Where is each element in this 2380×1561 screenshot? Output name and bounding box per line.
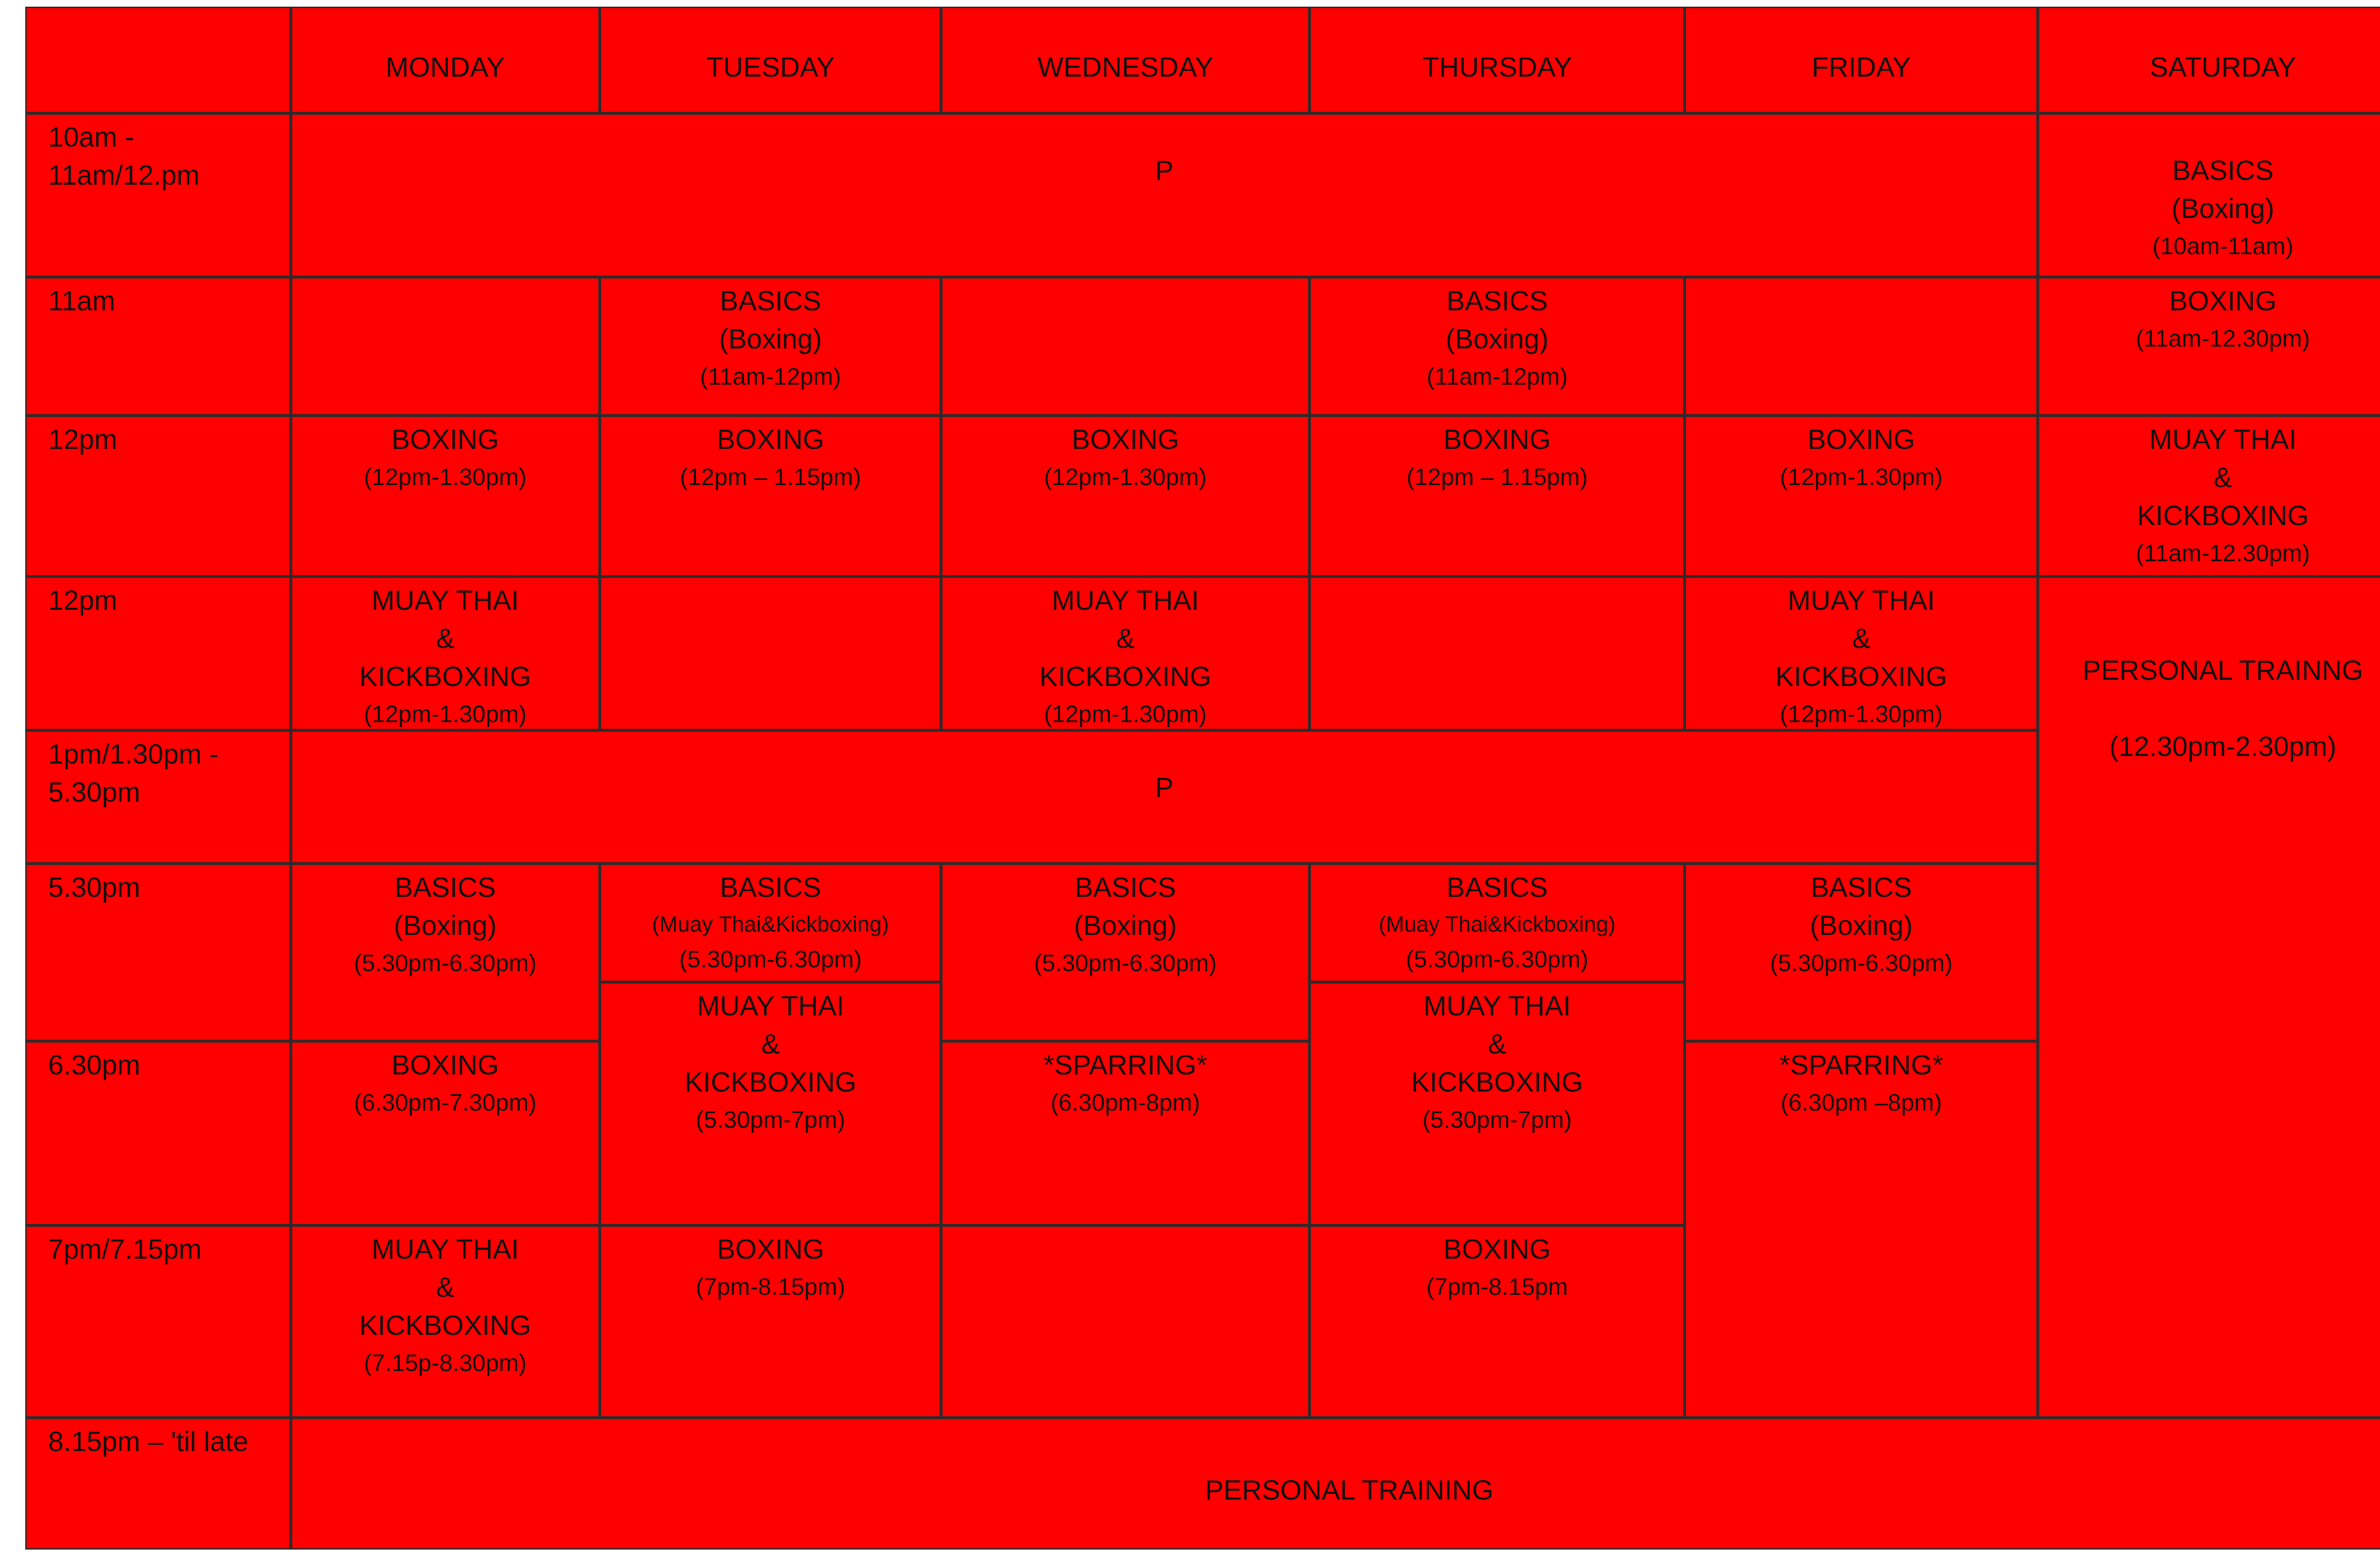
tuesday-basics-boxing-line-1: BASICS: [720, 286, 822, 317]
monday-muay-thai-715-line-2: &: [436, 1272, 455, 1303]
thursday-basics-muay-thai-line-1: BASICS: [1446, 872, 1548, 904]
monday-boxing-630-line-2: (6.30pm-7.30pm): [354, 1089, 537, 1116]
saturday-basics-boxing-line-3: (10am-11am): [2152, 232, 2294, 259]
thursday-basics-boxing-line-1: BASICS: [1446, 286, 1548, 317]
header-thursday: [1309, 7, 1685, 113]
time-row-4: [25, 577, 290, 730]
personal-training-morning-line-1: P: [1155, 155, 1174, 186]
thursday-muay-thai-530-line-3: KICKBOXING: [1411, 1066, 1583, 1098]
time-label: 10am -: [48, 121, 134, 153]
header-saturday-label: SATURDAY: [2150, 52, 2296, 83]
monday-muay-thai-12-line-4: (12pm-1.30pm): [364, 700, 527, 727]
friday-boxing-12: [1685, 416, 2038, 576]
time-row-9: [25, 1418, 290, 1550]
time-label: 8.15pm – 'til late: [48, 1426, 248, 1458]
friday-sparring-630-line-1: *SPARRING*: [1779, 1049, 1944, 1081]
thursday-basics-boxing: [1309, 277, 1685, 416]
monday-empty-11: [291, 277, 600, 416]
wednesday-sparring-630-line-2: (6.30pm-8pm): [1051, 1089, 1200, 1116]
friday-muay-thai-12-line-1: MUAY THAI: [1787, 585, 1935, 616]
friday-sparring-630-line-2: (6.30pm –8pm): [1780, 1089, 1942, 1116]
header-friday-label: FRIDAY: [1812, 52, 1911, 83]
saturday-personal-training: [2038, 577, 2380, 1418]
tuesday-empty-12: [600, 577, 941, 730]
time-label: 1pm/1.30pm -: [48, 738, 219, 770]
time-row-3: [25, 416, 290, 576]
thursday-boxing-7-line-2: (7pm-8.15pm: [1426, 1273, 1568, 1300]
monday-basics-530-line-1: BASICS: [395, 872, 496, 904]
time-label: 6.30pm: [48, 1049, 140, 1081]
friday-muay-thai-12-line-4: (12pm-1.30pm): [1780, 700, 1943, 727]
wednesday-empty-7: [941, 1225, 1309, 1418]
tuesday-boxing-12: [600, 416, 941, 576]
wednesday-empty-11: [941, 277, 1309, 416]
time-label: 12pm: [48, 424, 118, 456]
wednesday-boxing-12-line-2: (12pm-1.30pm): [1044, 464, 1207, 491]
wednesday-muay-thai-12-line-1: MUAY THAI: [1051, 585, 1199, 616]
friday-sparring-630: [1685, 1041, 2038, 1418]
monday-boxing-12: [291, 416, 600, 576]
saturday-basics-boxing-line-2: (Boxing): [2172, 193, 2274, 224]
time-label: 11am/12.pm: [48, 159, 200, 191]
thursday-basics-boxing-line-3: (11am-12pm): [1427, 363, 1568, 390]
friday-basics-530: [1685, 864, 2038, 1041]
saturday-personal-training-line-2: (12.30pm-2.30pm): [2109, 731, 2337, 762]
personal-training-late: [291, 1418, 2380, 1550]
monday-basics-530: [291, 864, 600, 1041]
header-wednesday: [941, 7, 1309, 113]
tuesday-boxing-12-line-2: (12pm – 1.15pm): [680, 464, 862, 491]
wednesday-basics-530: [941, 864, 1309, 1041]
friday-muay-thai-12-line-2: &: [1852, 623, 1871, 654]
friday-muay-thai-12: [1685, 577, 2038, 730]
header-tuesday: [600, 7, 941, 113]
saturday-muay-thai-line-1: MUAY THAI: [2149, 424, 2297, 456]
tuesday-basics-boxing-line-2: (Boxing): [719, 324, 822, 355]
wednesday-muay-thai-12-line-3: KICKBOXING: [1039, 661, 1211, 692]
monday-muay-thai-715: [291, 1225, 600, 1418]
personal-training-afternoon: [291, 730, 2038, 864]
monday-muay-thai-12-line-2: &: [436, 623, 455, 654]
friday-empty-11: [1685, 277, 2038, 416]
thursday-boxing-7-line-1: BOXING: [1443, 1233, 1551, 1265]
thursday-muay-thai-530-line-4: (5.30pm-7pm): [1422, 1106, 1572, 1133]
wednesday-basics-530-line-2: (Boxing): [1074, 910, 1177, 942]
header-monday: [291, 7, 600, 113]
personal-training-morning: [291, 113, 2038, 277]
wednesday-muay-thai-12-line-2: &: [1116, 623, 1135, 654]
time-label: 12pm: [48, 585, 118, 616]
thursday-boxing-12-line-1: BOXING: [1443, 424, 1551, 456]
thursday-basics-muay-thai-line-3: (5.30pm-6.30pm): [1406, 946, 1589, 973]
monday-boxing-12-line-2: (12pm-1.30pm): [364, 464, 527, 491]
thursday-muay-thai-530-line-2: &: [1488, 1028, 1507, 1060]
friday-boxing-12-line-2: (12pm-1.30pm): [1780, 464, 1943, 491]
header-monday-label: MONDAY: [386, 52, 505, 83]
thursday-boxing-7: [1309, 1225, 1685, 1418]
monday-muay-thai-715-line-4: (7.15p-8.30pm): [364, 1349, 527, 1376]
monday-boxing-630-line-1: BOXING: [391, 1049, 499, 1081]
tuesday-basics-muay-thai-line-1: BASICS: [720, 872, 822, 904]
friday-muay-thai-12-line-3: KICKBOXING: [1775, 661, 1947, 692]
header-corner: [25, 7, 290, 113]
wednesday-boxing-12: [941, 416, 1309, 576]
wednesday-sparring-630-line-1: *SPARRING*: [1043, 1049, 1208, 1081]
thursday-boxing-12-line-2: (12pm – 1.15pm): [1406, 464, 1588, 491]
monday-basics-530-line-2: (Boxing): [394, 910, 497, 942]
monday-muay-thai-12-line-1: MUAY THAI: [371, 585, 519, 616]
wednesday-boxing-12-line-1: BOXING: [1071, 424, 1180, 456]
time-row-7: [25, 1041, 290, 1225]
wednesday-muay-thai-12-line-4: (12pm-1.30pm): [1044, 700, 1207, 727]
saturday-muay-thai: [2038, 416, 2380, 576]
tuesday-boxing-7: [600, 1225, 941, 1418]
tuesday-muay-thai-530: [600, 982, 941, 1225]
header-thursday-label: THURSDAY: [1422, 52, 1572, 83]
header-saturday: [2038, 7, 2380, 113]
thursday-basics-boxing-line-2: (Boxing): [1446, 324, 1549, 355]
saturday-basics-boxing: [2038, 113, 2380, 277]
wednesday-sparring-630: [941, 1041, 1309, 1225]
time-row-6: [25, 864, 290, 1041]
monday-muay-thai-715-line-3: KICKBOXING: [359, 1310, 531, 1341]
tuesday-basics-muay-thai-line-3: (5.30pm-6.30pm): [679, 946, 862, 973]
time-row-5: [25, 730, 290, 864]
saturday-basics-boxing-line-1: BASICS: [2172, 155, 2274, 186]
monday-boxing-630: [291, 1041, 600, 1225]
wednesday-muay-thai-12: [941, 577, 1309, 730]
tuesday-boxing-12-line-1: BOXING: [716, 424, 824, 456]
saturday-muay-thai-line-3: KICKBOXING: [2137, 500, 2309, 532]
time-label: 7pm/7.15pm: [48, 1233, 202, 1265]
saturday-boxing-line-2: (11am-12.30pm): [2136, 325, 2310, 352]
saturday-personal-training-line-1: PERSONAL TRAINNG: [2082, 655, 2363, 686]
friday-basics-530-line-1: BASICS: [1810, 872, 1912, 904]
tuesday-boxing-7-line-1: BOXING: [716, 1233, 824, 1265]
wednesday-basics-530-line-3: (5.30pm-6.30pm): [1034, 950, 1217, 977]
saturday-boxing-line-1: BOXING: [2169, 286, 2277, 317]
monday-muay-thai-12: [291, 577, 600, 730]
monday-muay-thai-715-line-1: MUAY THAI: [371, 1233, 519, 1265]
time-row-1: [25, 113, 290, 277]
friday-basics-530-line-3: (5.30pm-6.30pm): [1770, 950, 1953, 977]
thursday-boxing-12: [1309, 416, 1685, 576]
thursday-muay-thai-530-line-1: MUAY THAI: [1423, 990, 1571, 1022]
time-row-8: [25, 1225, 290, 1418]
header-tuesday-label: TUESDAY: [706, 52, 835, 83]
time-label: 11am: [48, 286, 116, 317]
monday-basics-530-line-3: (5.30pm-6.30pm): [354, 950, 537, 977]
monday-boxing-12-line-1: BOXING: [391, 424, 499, 456]
monday-muay-thai-12-line-3: KICKBOXING: [359, 661, 531, 692]
thursday-basics-muay-thai-line-2: (Muay Thai&Kickboxing): [1378, 912, 1616, 937]
header-wednesday-label: WEDNESDAY: [1037, 52, 1214, 83]
personal-training-late-line-1: PERSONAL TRAINING: [1205, 1475, 1494, 1506]
tuesday-basics-boxing-line-3: (11am-12pm): [700, 363, 841, 390]
thursday-muay-thai-530: [1309, 982, 1685, 1225]
tuesday-basics-muay-thai: [600, 864, 941, 982]
tuesday-basics-muay-thai-line-2: (Muay Thai&Kickboxing): [652, 912, 889, 937]
time-label: 5.30pm: [48, 872, 140, 904]
time-label: 5.30pm: [48, 776, 140, 808]
saturday-boxing: [2038, 277, 2380, 416]
tuesday-muay-thai-530-line-1: MUAY THAI: [697, 990, 844, 1022]
thursday-empty-12: [1309, 577, 1685, 730]
saturday-muay-thai-line-2: &: [2213, 462, 2232, 494]
personal-training-afternoon-line-1: P: [1155, 772, 1174, 803]
tuesday-muay-thai-530-line-2: &: [761, 1028, 780, 1060]
tuesday-muay-thai-530-line-3: KICKBOXING: [684, 1066, 857, 1098]
time-row-2: [25, 277, 290, 416]
tuesday-boxing-7-line-2: (7pm-8.15pm): [695, 1273, 845, 1300]
tuesday-basics-boxing: [600, 277, 941, 416]
wednesday-basics-530-line-1: BASICS: [1074, 872, 1176, 904]
saturday-muay-thai-line-4: (11am-12.30pm): [2136, 540, 2310, 567]
tuesday-muay-thai-530-line-4: (5.30pm-7pm): [695, 1106, 845, 1133]
header-friday: [1685, 7, 2038, 113]
friday-basics-530-line-2: (Boxing): [1810, 910, 1913, 942]
thursday-basics-muay-thai: [1309, 864, 1685, 982]
friday-boxing-12-line-1: BOXING: [1807, 424, 1915, 456]
